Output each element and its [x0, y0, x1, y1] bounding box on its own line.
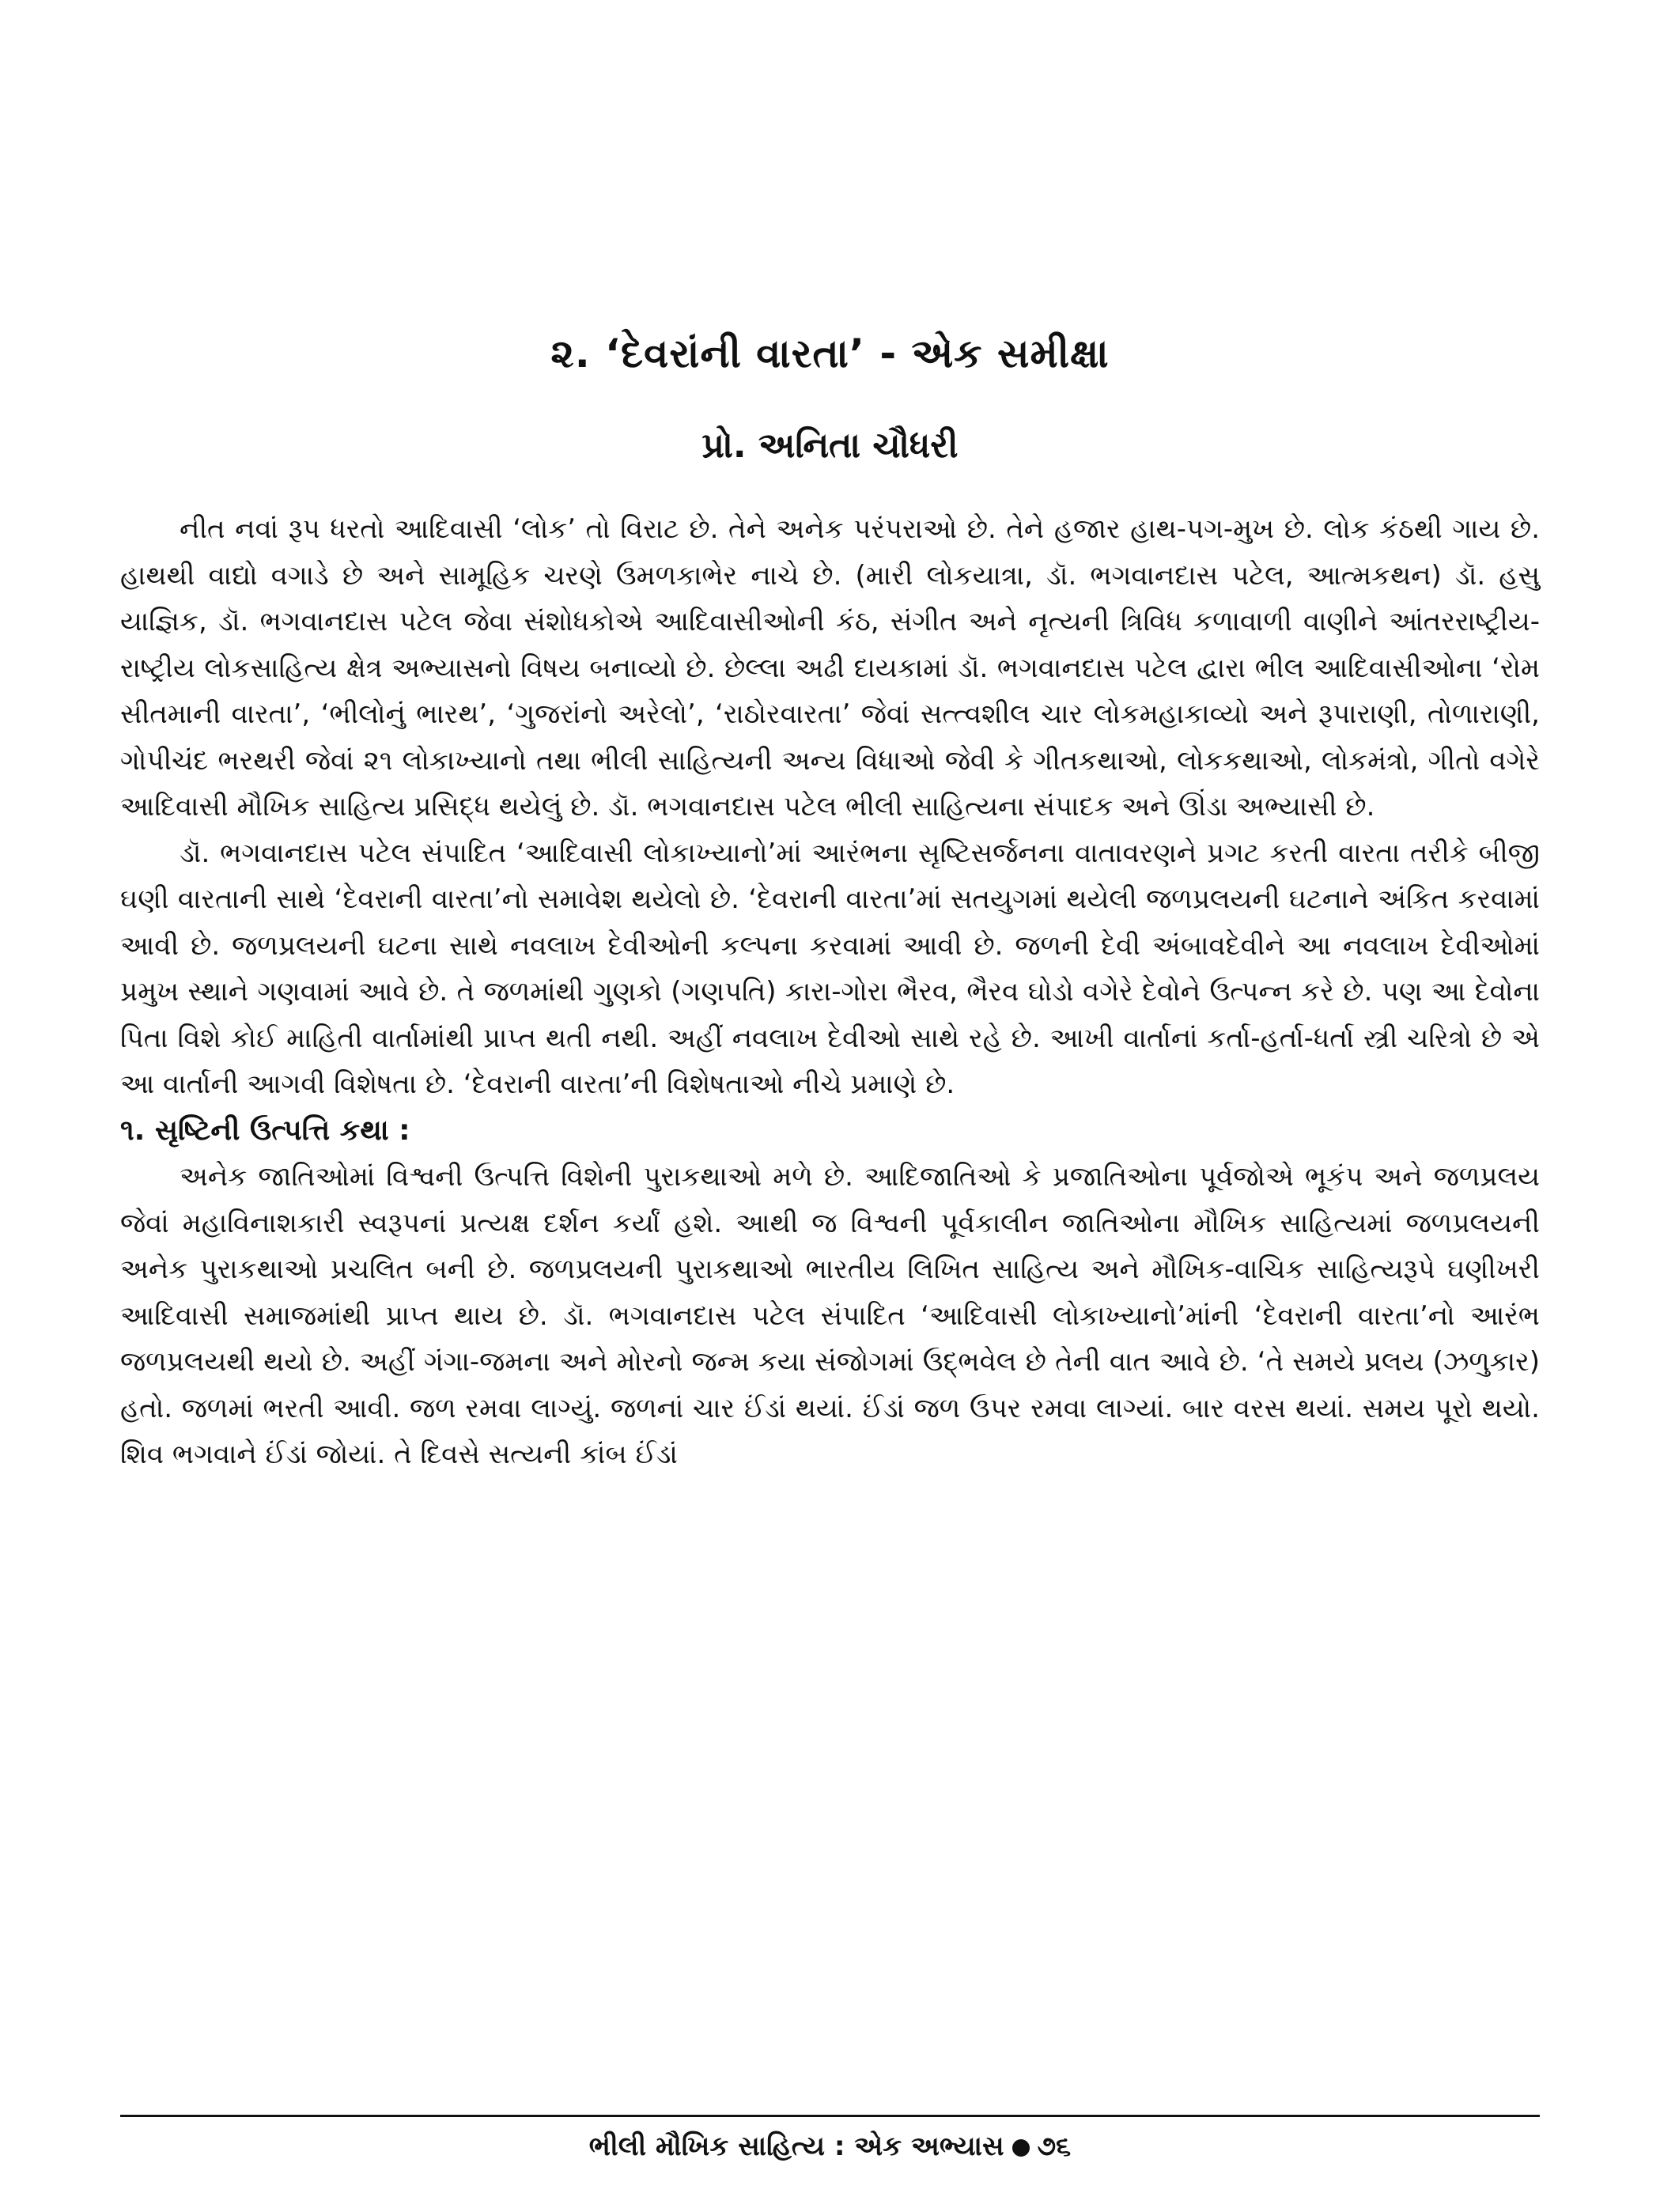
article-title: ૨. ‘દેવરાંની વારતા’ - એક સમીક્ષા	[550, 331, 1110, 376]
paragraph-2: ડૉ. ભગવાનદાસ પટેલ સંપાદિત ‘આદિવાસી લોકાખ્યાનો’માં આરંભના સૃષ્ટિસર્જનના વાતાવરણને પ્રગટ કરતી વારતા તરીકે બીજી ઘણી વારતાની સાથે ‘દેવરાની વારતા’નો સમાવેશ થયેલો છે. ‘દેવરાની વારતા’માં સતયુગમાં થયેલી જળપ્રલયની ઘટનાને અંકિત કરવામાં આવી છે. જળપ્રલયની ઘટના સાથે નવલાખ દેવીઓની કલ્પના કરવામાં આવી છે. જળની દેવી અંબાવદેવીને આ નવલાખ દેવીઓમાં પ્રમુખ સ્થાને ગણવામાં આવે છે. તે જળમાંથી ગુણકો (ગણપતિ) કારા-ગોરા ભૈરવ, ભૈરવ ઘોડો વગેરે દેવોને ઉત્પન્ન કરે છે. પણ આ દેવોના પિતા વિશે કોઈ માહિતી વાર્તામાંથી પ્રાપ્ત થતી નથી. અહીં નવલાખ દેવીઓ સાથે રહે છે. આખી વાર્તાનાં કર્તા-હર્તા-ધર્તા સ્ત્રી ચરિત્રો છે એ આ વાર્તાની આગવી વિશેષતા છે. ‘દેવરાની વારતા’ની વિશેષતાઓ નીચે પ્રમાણે છે.	[120, 837, 1540, 1100]
section-paragraph-1: અનેક જાતિઓમાં વિશ્વની ઉત્પત્તિ વિશેની પુરાકથાઓ મળે છે. આદિજાતિઓ કે પ્રજાતિઓના પૂર્વજોએ ભૂકંપ અને જળપ્રલય જેવાં મહાવિનાશકારી સ્વરૂપનાં પ્રત્યક્ષ દર્શન કર્યાં હશે. આથી જ વિશ્વની પૂર્વકાલીન જાતિઓના મૌખિક સાહિત્યમાં જળપ્રલયની અનેક પુરાકથાઓ પ્રચલિત બની છે. જળપ્રલયની પુરાકથાઓ ભારતીય લિખિત સાહિત્ય અને મૌખિક-વાચિક સાહિત્યરૂપે ઘણીખરી આદિવાસી સમાજમાંથી પ્રાપ્ત થાય છે. ડૉ. ભગવાનદાસ પટેલ સંપાદિત ‘આદિવાસી લોકાખ્યાનો’માંની ‘દેવરાની વારતા’નો આરંભ જળપ્રલયથી થયો છે. અહીં ગંગા-જમના અને મોરનો જન્મ કયા સંજોગમાં ઉદ્ભવેલ છે તેની વાત આવે છે. ‘તે સમયે પ્રલય (ઝળુકાર) હતો. જળમાં ભરતી આવી. જળ રમવા લાગ્યું. જળનાં ચાર ઈંડાં થયાં. ઈંડાં જળ ઉપર રમવા લાગ્યાં. બાર વરસ થયાં. સમય પૂરો થયો. શિવ ભગવાને ઈંડાં જોયાં. તે દિવસે સત્યની કાંબ ઈંડાં	[120, 1161, 1540, 1470]
article-author: પ્રો. અનિતા ચૌધરી	[701, 425, 959, 466]
bullet-icon	[1012, 2139, 1030, 2157]
section-heading: ૧. સૃષ્ટિની ઉત્પત્તિ કથા :	[120, 1114, 410, 1147]
paragraph-1: નીત નવાં રૂપ ધરતો આદિવાસી ‘લોક’ તો વિરાટ છે. તેને અનેક પરંપરાઓ છે. તેને હજાર હાથ-પગ-મુખ છે. લોક કંઠથી ગાય છે. હાથથી વાદ્યો વગાડે છે અને સામૂહિક ચરણે ઉમળકાભેર નાચે છે. (મારી લોકયાત્રા, ડૉ. ભગવાનદાસ પટેલ, આત્મકથન) ડૉ. હસુ યાજ્ઞિક, ડૉ. ભગવાનદાસ પટેલ જેવા સંશોધકોએ આદિવાસીઓની કંઠ, સંગીત અને નૃત્યની ત્રિવિધ કળાવાળી વાણીને આંતરરાષ્ટ્રીય-રાષ્ટ્રીય લોકસાહિત્ય ક્ષેત્ર અભ્યાસનો વિષય બનાવ્યો છે. છેલ્લા અઢી દાયકામાં ડૉ. ભગવાનદાસ પટેલ દ્વારા ભીલ આદિવાસીઓના ‘રોમ સીતમાની વારતા’, ‘ભીલોનું ભારથ’, ‘ગુજરાંનો અરેલો’, ‘રાઠોરવારતા’ જેવાં સત્ત્વશીલ ચાર લોકમહાકાવ્યો અને રૂપારાણી, તોળારાણી, ગોપીચંદ ભરથરી જેવાં ૨૧ લોકાખ્યાનો તથા ભીલી સાહિત્યની અન્ય વિધાઓ જેવી કે ગીતકથાઓ, લોકકથાઓ, લોકમંત્રો, ગીતો વગેરે આદિવાસી મૌખિક સાહિત્ય પ્રસિદ્ધ થયેલું છે. ડૉ. ભગવાનદાસ પટેલ ભીલી સાહિત્યના સંપાદક અને ઊંડા અભ્યાસી છે.	[120, 513, 1540, 822]
page-footer	[0, 2131, 1660, 2162]
footer-divider	[120, 2115, 1540, 2117]
footer-page-number: ૭૬	[1037, 2131, 1072, 2162]
article-body	[120, 506, 1540, 1478]
footer-book-title: ભીલી મૌખિક સાહિત્ય : એક અભ્યાસ	[588, 2131, 1004, 2162]
